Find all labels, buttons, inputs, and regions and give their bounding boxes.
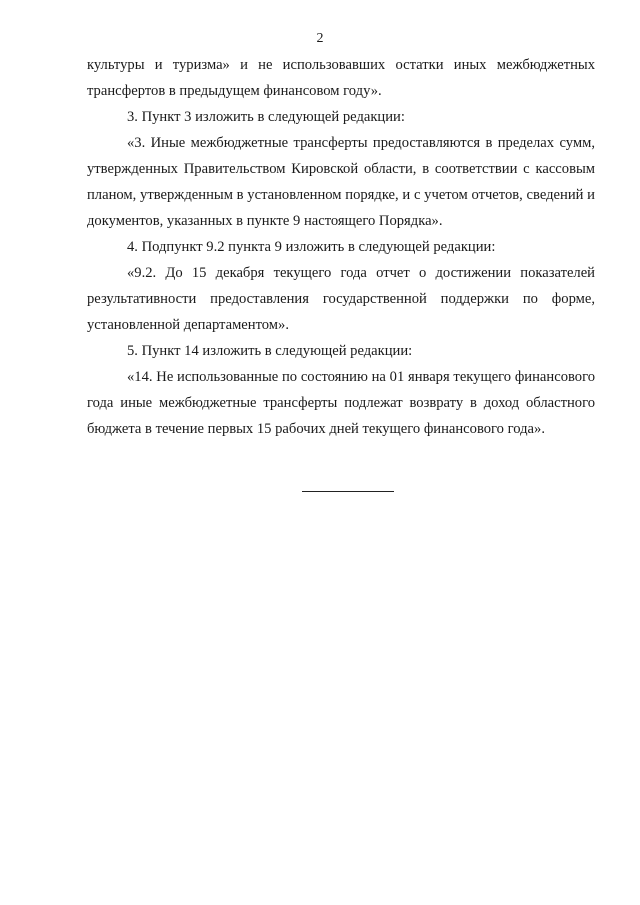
document-body [87,52,595,442]
end-separator-line [302,491,394,492]
paragraph-item-5-heading: 5. Пункт 14 изложить в следующей редакции: [127,343,413,359]
paragraph-item-3-heading: 3. Пункт 3 изложить в следующей редакции: [127,109,405,125]
paragraph-item-4-text: «9.2. До 15 декабря текущего года отчет о достижении показателей результативности предоставления государственной поддержки по форме, установленной департаментом». [87,265,595,333]
paragraph-item-4-heading: 4. Подпункт 9.2 пункта 9 изложить в следующей редакции: [127,239,496,255]
paragraph-continuation: культуры и туризма» и не использовавших остатки иных межбюджетных трансфертов в предыдущем финансовом году». [87,57,595,99]
paragraph-item-3-text: «3. Иные межбюджетные трансферты предоставляются в пределах сумм, утвержденных Правительством Кировской области, в соответствии с кассовым планом, утвержденным в установленном порядке, и с учетом отчетов, сведений и документов, указанных в пункте 9 настоящего Порядка». [87,135,595,229]
paragraph-item-5-text: «14. Не использованные по состоянию на 01 января текущего финансового года иные межбюджетные трансферты подлежат возврату в доход областного бюджета в течение первых 15 рабочих дней текущего финансового года». [87,369,595,437]
page-number: 2 [316,31,324,46]
